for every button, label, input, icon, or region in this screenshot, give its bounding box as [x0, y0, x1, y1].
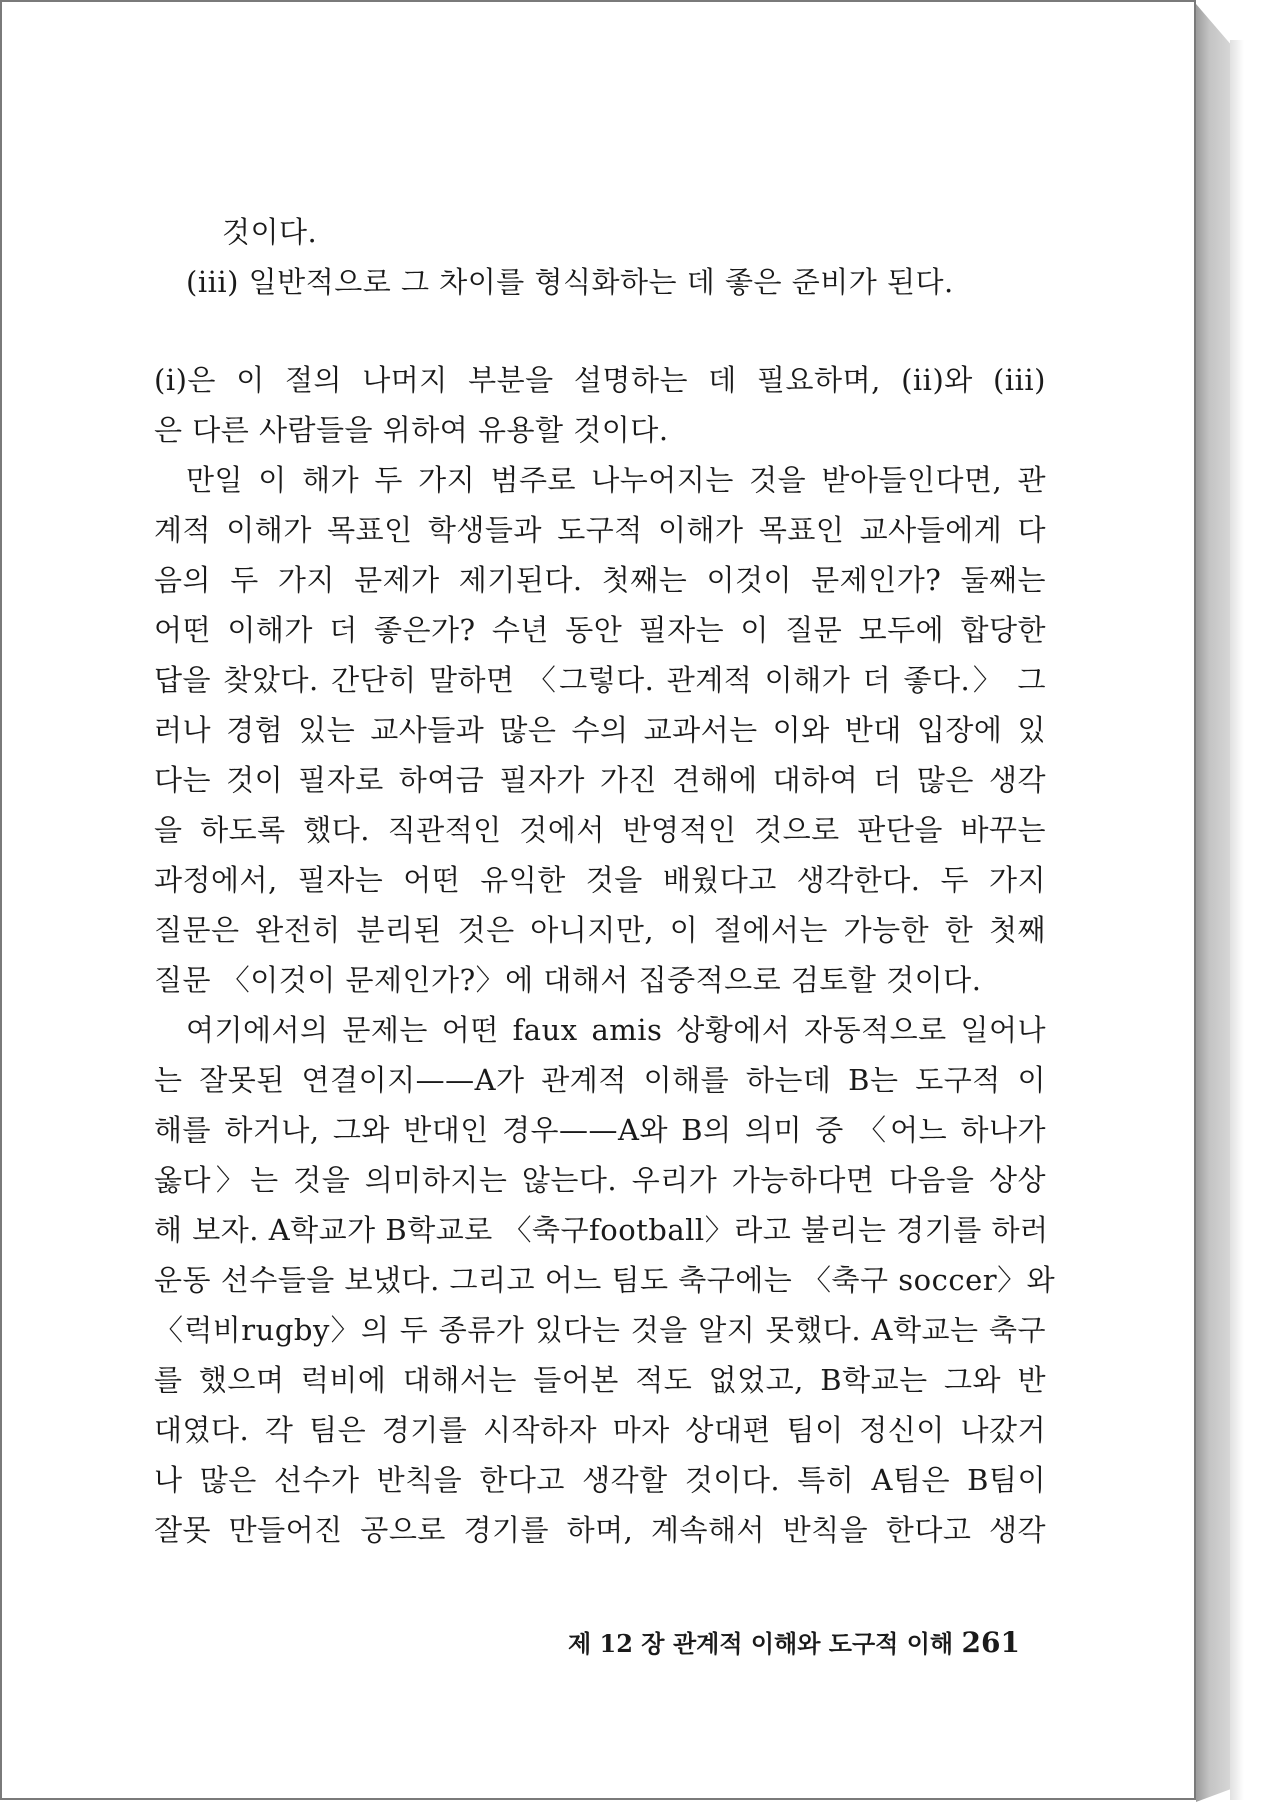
paragraph-3-line: 는 잘못된 연결이지——A가 관계적 이해를 하는데 B는 도구적 이 — [154, 1063, 1046, 1097]
paragraph-2-line: 다는 것이 필자로 하여금 필자가 가진 견해에 대하여 더 많은 생각 — [154, 763, 1046, 797]
paragraph-2-line: 어떤 이해가 더 좋은가? 수년 동안 필자는 이 질문 모두에 합당한 — [154, 613, 1046, 647]
page-footer — [568, 1624, 1020, 1659]
paragraph-2-line: 을 하도록 했다. 직관적인 것에서 반영적인 것으로 판단을 바꾸는 — [154, 813, 1046, 847]
paragraph-1-line: 은 다른 사람들을 위하여 유용할 것이다. — [154, 413, 669, 447]
paragraph-2-line: 러나 경험 있는 교사들과 많은 수의 교과서는 이와 반대 입장에 있 — [154, 713, 1046, 747]
paragraph-3-line: 잘못 만들어진 공으로 경기를 하며, 계속해서 반칙을 한다고 생각 — [154, 1513, 1046, 1547]
paragraph-2-line: 질문 〈이것이 문제인가?〉에 대해서 집중적으로 검토할 것이다. — [154, 963, 982, 997]
page-shadow — [1230, 40, 1244, 1800]
paragraph-2-line: 계적 이해가 목표인 학생들과 도구적 이해가 목표인 교사들에게 다 — [154, 513, 1046, 547]
paragraph-1-line: (i)은 이 절의 나머지 부분을 설명하는 데 필요하며, (ii)와 (iii) — [154, 363, 1046, 397]
paragraph-2-line: 답을 찾았다. 간단히 말하면 〈그렇다. 관계적 이해가 더 좋다.〉 그 — [154, 663, 1046, 697]
paragraph-2-line: 질문은 완전히 분리된 것은 아니지만, 이 절에서는 가능한 한 첫째 — [154, 913, 1046, 947]
paragraph-2-line: 만일 이 해가 두 가지 범주로 나누어지는 것을 받아들인다면, 관 — [186, 463, 1046, 497]
paragraph-3-line: 나 많은 선수가 반칙을 한다고 생각할 것이다. 특히 A팀은 B팀이 — [154, 1463, 1046, 1497]
chapter-title: 관계적 이해와 도구적 이해 — [672, 1629, 954, 1658]
paragraph-3-line: 운동 선수들을 보냈다. 그리고 어느 팀도 축구에는 〈축구 soccer〉와 — [154, 1263, 1056, 1297]
paragraph-2-line: 음의 두 가지 문제가 제기된다. 첫째는 이것이 문제인가? 둘째는 — [154, 563, 1046, 597]
paragraph-2-line: 과정에서, 필자는 어떤 유익한 것을 배웠다고 생각한다. 두 가지 — [154, 863, 1046, 897]
paragraph-3-line: 〈럭비rugby〉의 두 종류가 있다는 것을 알지 못했다. A학교는 축구 — [154, 1313, 1046, 1347]
paragraph-3-line: 여기에서의 문제는 어떤 faux amis 상황에서 자동적으로 일어나 — [186, 1013, 1046, 1047]
page-number: 261 — [961, 1626, 1020, 1659]
page-stack-edge — [1196, 4, 1230, 1802]
paragraph-3-line: 해 보자. A학교가 B학교로 〈축구football〉라고 불리는 경기를 하러 — [154, 1213, 1049, 1247]
top-fragment: 것이다. — [222, 215, 318, 249]
paragraph-3-line: 옳다〉는 것을 의미하지는 않는다. 우리가 가능하다면 다음을 상상 — [154, 1163, 1046, 1197]
list-item-iii: (iii) 일반적으로 그 차이를 형식화하는 데 좋은 준비가 된다. — [186, 265, 954, 299]
paragraph-3-line: 해를 하거나, 그와 반대인 경우——A와 B의 의미 중 〈어느 하나가 — [154, 1113, 1046, 1147]
paragraph-3-line: 를 했으며 럭비에 대해서는 들어본 적도 없었고, B학교는 그와 반 — [154, 1363, 1046, 1397]
paragraph-3-line: 대였다. 각 팀은 경기를 시작하자 마자 상대편 팀이 정신이 나갔거 — [154, 1413, 1046, 1447]
chapter-label: 제 12 장 — [568, 1629, 665, 1658]
